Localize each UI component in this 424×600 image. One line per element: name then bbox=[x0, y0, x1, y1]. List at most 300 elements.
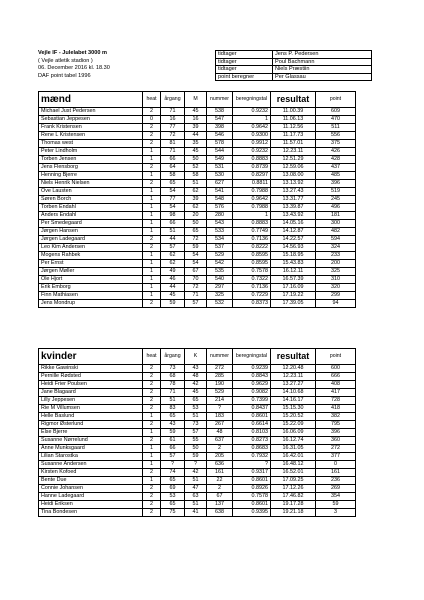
calc-factor: 0.9239 bbox=[233, 365, 271, 373]
heat: 1 bbox=[143, 156, 161, 164]
points: 200 bbox=[316, 260, 356, 268]
bib-number: 544 bbox=[207, 148, 233, 156]
points: 324 bbox=[316, 244, 356, 252]
born-year: 61 bbox=[161, 437, 185, 445]
official-name: Per Glassau bbox=[273, 73, 372, 81]
athlete-name: Pernille Rødsted bbox=[39, 373, 143, 381]
official-role: tidtager bbox=[216, 66, 273, 74]
athlete-name: Jørgen Ladegaard bbox=[39, 236, 143, 244]
table-row bbox=[39, 381, 356, 389]
table-row bbox=[39, 148, 356, 156]
table-row bbox=[39, 405, 356, 413]
bib-number: 398 bbox=[207, 124, 233, 132]
table-row bbox=[39, 292, 356, 300]
points: 3 bbox=[316, 509, 356, 517]
heat: 2 bbox=[143, 244, 161, 252]
calc-factor: 0.9232 bbox=[233, 148, 271, 156]
calc-factor: 0.9082 bbox=[233, 389, 271, 397]
calc-factor: 0.8103 bbox=[233, 429, 271, 437]
athlete-name: Ove Lausten bbox=[39, 188, 143, 196]
born-year: 71 bbox=[161, 148, 185, 156]
athlete-name: Lilian Starostka bbox=[39, 453, 143, 461]
athlete-name: Susanne Nørrelund bbox=[39, 437, 143, 445]
age: 57 bbox=[185, 429, 207, 437]
official-row bbox=[216, 66, 372, 74]
result-time: 17.39.05 bbox=[271, 300, 316, 308]
age: 71 bbox=[185, 292, 207, 300]
age: 51 bbox=[185, 477, 207, 485]
result-time: 12.51.29 bbox=[271, 156, 316, 164]
born-year: 46 bbox=[161, 276, 185, 284]
bib-number: 636 bbox=[207, 461, 233, 469]
bib-number: 325 bbox=[207, 292, 233, 300]
bib-number: 2 bbox=[207, 485, 233, 493]
result-time: 14.05.16 bbox=[271, 220, 316, 228]
event-date: 06. December 2016 kl. 18.30 bbox=[38, 65, 110, 72]
age: 47 bbox=[185, 485, 207, 493]
result-time: 14.22.57 bbox=[271, 236, 316, 244]
athlete-name: Niels Henrik Nielsen bbox=[39, 180, 143, 188]
points: 354 bbox=[316, 493, 356, 501]
points: 181 bbox=[316, 212, 356, 220]
points: 310 bbox=[316, 276, 356, 284]
athlete-name: Anne Munksgaard bbox=[39, 445, 143, 453]
heat: 1 bbox=[143, 292, 161, 300]
calc-factor: 0.7322 bbox=[233, 276, 271, 284]
athlete-name: Heidi Frier Poulsen bbox=[39, 381, 143, 389]
event-title: Vejle IF - Julelabet 3000 m bbox=[38, 50, 108, 56]
official-name: Niels Præstiin bbox=[273, 66, 372, 74]
born-year: 51 bbox=[161, 228, 185, 236]
points: 94 bbox=[316, 300, 356, 308]
age: 50 bbox=[185, 156, 207, 164]
heat: 2 bbox=[143, 405, 161, 413]
official-name: Jens P. Pedersen bbox=[273, 51, 372, 59]
born-year: 44 bbox=[161, 236, 185, 244]
calc-factor: 0.9642 bbox=[233, 196, 271, 204]
age: 20 bbox=[185, 212, 207, 220]
heat: 1 bbox=[143, 252, 161, 260]
col-points: point bbox=[316, 92, 356, 108]
bib-number: 530 bbox=[207, 172, 233, 180]
born-year: 43 bbox=[161, 421, 185, 429]
age: 39 bbox=[185, 124, 207, 132]
age: 65 bbox=[185, 228, 207, 236]
age: 45 bbox=[185, 108, 207, 116]
calc-factor: 0.8601 bbox=[233, 413, 271, 421]
official-role: tidtager bbox=[216, 58, 273, 66]
table-row bbox=[39, 108, 356, 116]
col-gender: M bbox=[185, 92, 207, 108]
age: 50 bbox=[185, 220, 207, 228]
born-year: 66 bbox=[161, 220, 185, 228]
result-time: 16.52.01 bbox=[271, 469, 316, 477]
born-year: 51 bbox=[161, 397, 185, 405]
points: 320 bbox=[316, 284, 356, 292]
table-row bbox=[39, 244, 356, 252]
bib-number: 543 bbox=[207, 220, 233, 228]
athlete-name: Jane Blagaard bbox=[39, 389, 143, 397]
bib-number: 540 bbox=[207, 276, 233, 284]
table-row bbox=[39, 300, 356, 308]
result-time: 16.06.09 bbox=[271, 429, 316, 437]
born-year: 75 bbox=[161, 509, 185, 517]
athlete-name: Jørgen Hansen bbox=[39, 228, 143, 236]
calc-factor: 0.9300 bbox=[233, 132, 271, 140]
points: 300 bbox=[316, 220, 356, 228]
born-year: 58 bbox=[161, 172, 185, 180]
table-row bbox=[39, 365, 356, 373]
born-year: 98 bbox=[161, 212, 185, 220]
points: 360 bbox=[316, 437, 356, 445]
born-year: 57 bbox=[161, 453, 185, 461]
result-time: 12.23.11 bbox=[271, 373, 316, 381]
table-row bbox=[39, 228, 356, 236]
official-role: tidtager bbox=[216, 51, 273, 59]
col-result: resultat bbox=[271, 349, 316, 365]
born-year: 53 bbox=[161, 493, 185, 501]
col-number: nummer bbox=[207, 92, 233, 108]
born-year: 83 bbox=[161, 405, 185, 413]
athlete-name: Hanne Ladegaard bbox=[39, 493, 143, 501]
result-time: 16.48.12 bbox=[271, 461, 316, 469]
col-born: årgang bbox=[161, 92, 185, 108]
heat: 1 bbox=[143, 260, 161, 268]
calc-factor: 0.7136 bbox=[233, 284, 271, 292]
points: 375 bbox=[316, 140, 356, 148]
result-time: 14.10.68 bbox=[271, 389, 316, 397]
athlete-name: Torben Endahl bbox=[39, 204, 143, 212]
points: 795 bbox=[316, 421, 356, 429]
result-time: 13.13.92 bbox=[271, 180, 316, 188]
result-time: 13.27.27 bbox=[271, 381, 316, 389]
result-time: 17.16.09 bbox=[271, 284, 316, 292]
athlete-name: Helle Baslund bbox=[39, 413, 143, 421]
age: 65 bbox=[185, 397, 207, 405]
points: 408 bbox=[316, 381, 356, 389]
result-time: 15.22.09 bbox=[271, 421, 316, 429]
calc-factor: 0.8273 bbox=[233, 437, 271, 445]
calc-factor: 0.9317 bbox=[233, 469, 271, 477]
result-time: 11.17.73 bbox=[271, 132, 316, 140]
calc-factor: 0.7229 bbox=[233, 292, 271, 300]
born-year: 65 bbox=[161, 501, 185, 509]
bib-number: 137 bbox=[207, 501, 233, 509]
official-row bbox=[216, 73, 372, 81]
calc-factor: 0.7749 bbox=[233, 228, 271, 236]
bib-number: 578 bbox=[207, 140, 233, 148]
heat: 2 bbox=[143, 493, 161, 501]
table-row bbox=[39, 485, 356, 493]
col-heat: heat bbox=[143, 92, 161, 108]
table-row bbox=[39, 437, 356, 445]
points: 233 bbox=[316, 252, 356, 260]
points: 428 bbox=[316, 156, 356, 164]
bib-number: 637 bbox=[207, 437, 233, 445]
born-year: ? bbox=[161, 461, 185, 469]
heat: 2 bbox=[143, 421, 161, 429]
age: 72 bbox=[185, 284, 207, 292]
athlete-name: Søren Borch bbox=[39, 196, 143, 204]
bib-number: 183 bbox=[207, 413, 233, 421]
athlete-name: Kirsten Kofoed bbox=[39, 469, 143, 477]
calc-factor: 0.9395 bbox=[233, 509, 271, 517]
calc-factor: 0.7399 bbox=[233, 397, 271, 405]
heat: 2 bbox=[143, 365, 161, 373]
calc-factor: ? bbox=[233, 461, 271, 469]
bib-number: 538 bbox=[207, 108, 233, 116]
result-time: 17.19.22 bbox=[271, 292, 316, 300]
bib-number: 214 bbox=[207, 397, 233, 405]
result-time: 11.00.39 bbox=[271, 108, 316, 116]
men-results-table bbox=[38, 91, 356, 308]
result-time: 16.57.39 bbox=[271, 276, 316, 284]
bib-number: 205 bbox=[207, 453, 233, 461]
heat: 1 bbox=[143, 453, 161, 461]
calc-factor: 0.7988 bbox=[233, 204, 271, 212]
result-time: 17.09.25 bbox=[271, 477, 316, 485]
bib-number: 638 bbox=[207, 509, 233, 517]
age: 53 bbox=[185, 405, 207, 413]
born-year: 59 bbox=[161, 300, 185, 308]
born-year: 57 bbox=[161, 244, 185, 252]
points: 511 bbox=[316, 124, 356, 132]
born-year: 49 bbox=[161, 268, 185, 276]
bib-number: 272 bbox=[207, 365, 233, 373]
points: 417 bbox=[316, 389, 356, 397]
heat: 2 bbox=[143, 236, 161, 244]
table-row bbox=[39, 172, 356, 180]
result-time: 14.12.87 bbox=[271, 228, 316, 236]
athlete-name: Jørgen Møller bbox=[39, 268, 143, 276]
section-title: mænd bbox=[39, 92, 143, 108]
table-header-row bbox=[39, 92, 356, 108]
calc-factor: 0.8222 bbox=[233, 244, 271, 252]
table-row bbox=[39, 140, 356, 148]
official-role: point beregner bbox=[216, 73, 273, 81]
athlete-name: Anders Endahl bbox=[39, 212, 143, 220]
bib-number: 190 bbox=[207, 381, 233, 389]
result-time: 17.12.26 bbox=[271, 485, 316, 493]
points: 377 bbox=[316, 453, 356, 461]
age: 35 bbox=[185, 140, 207, 148]
table-row bbox=[39, 461, 356, 469]
points: 245 bbox=[316, 196, 356, 204]
calc-factor: 0.9642 bbox=[233, 124, 271, 132]
heat: 2 bbox=[143, 509, 161, 517]
calc-factor: 0.7932 bbox=[233, 453, 271, 461]
heat: 1 bbox=[143, 276, 161, 284]
points: 382 bbox=[316, 413, 356, 421]
age: 45 bbox=[185, 148, 207, 156]
calc-factor: 0.8883 bbox=[233, 156, 271, 164]
calc-factor: 0.8683 bbox=[233, 445, 271, 453]
table-row bbox=[39, 116, 356, 124]
points: 485 bbox=[316, 172, 356, 180]
col-heat: heat bbox=[143, 349, 161, 365]
born-year: 62 bbox=[161, 252, 185, 260]
athlete-name: Per Smedegaard bbox=[39, 220, 143, 228]
points: 59 bbox=[316, 501, 356, 509]
bib-number: 267 bbox=[207, 421, 233, 429]
age: 54 bbox=[185, 260, 207, 268]
born-year: 59 bbox=[161, 429, 185, 437]
heat: 2 bbox=[143, 180, 161, 188]
bib-number: 532 bbox=[207, 300, 233, 308]
table-row bbox=[39, 236, 356, 244]
result-time: 16.42.01 bbox=[271, 453, 316, 461]
athlete-name: Sebastian Jeppesen bbox=[39, 116, 143, 124]
result-time: 16.12.74 bbox=[271, 437, 316, 445]
result-time: 14.16.17 bbox=[271, 397, 316, 405]
result-time: 13.08.00 bbox=[271, 172, 316, 180]
calc-factor: 0.8595 bbox=[233, 252, 271, 260]
table-row bbox=[39, 284, 356, 292]
calc-factor: 0.8297 bbox=[233, 172, 271, 180]
table-row bbox=[39, 132, 356, 140]
table-row bbox=[39, 373, 356, 381]
heat: 1 bbox=[143, 228, 161, 236]
born-year: 64 bbox=[161, 164, 185, 172]
points: 269 bbox=[316, 485, 356, 493]
result-time: 16.31.05 bbox=[271, 445, 316, 453]
bib-number: 535 bbox=[207, 268, 233, 276]
calc-factor: 0.9232 bbox=[233, 108, 271, 116]
points: 594 bbox=[316, 236, 356, 244]
bib-number: 546 bbox=[207, 132, 233, 140]
age: 48 bbox=[185, 373, 207, 381]
heat: 2 bbox=[143, 373, 161, 381]
result-time: 13.27.43 bbox=[271, 188, 316, 196]
age: 42 bbox=[185, 381, 207, 389]
calc-factor: 0.7578 bbox=[233, 268, 271, 276]
col-calc: beregningstal bbox=[233, 92, 271, 108]
athlete-name: Else Bjerre bbox=[39, 429, 143, 437]
result-time: 12.59.06 bbox=[271, 164, 316, 172]
age: 70 bbox=[185, 276, 207, 284]
bib-number: 2 bbox=[207, 445, 233, 453]
table-row bbox=[39, 268, 356, 276]
points: 396 bbox=[316, 180, 356, 188]
result-time: 15.15.30 bbox=[271, 405, 316, 413]
table-row bbox=[39, 220, 356, 228]
calc-factor: 0.7988 bbox=[233, 188, 271, 196]
col-gender: K bbox=[185, 349, 207, 365]
bib-number: 533 bbox=[207, 228, 233, 236]
born-year: 16 bbox=[161, 116, 185, 124]
points: 299 bbox=[316, 292, 356, 300]
points-table-note: DAF point tabel 1996 bbox=[38, 72, 91, 79]
result-time: 19.17.28 bbox=[271, 501, 316, 509]
col-result: resultat bbox=[271, 92, 316, 108]
heat: 1 bbox=[143, 188, 161, 196]
points: 482 bbox=[316, 228, 356, 236]
points: 426 bbox=[316, 148, 356, 156]
age: 44 bbox=[185, 132, 207, 140]
athlete-name: Leo Kim Andersen bbox=[39, 244, 143, 252]
athlete-name: Jens Flensborg bbox=[39, 164, 143, 172]
athlete-name: Heidi Eriksen bbox=[39, 501, 143, 509]
col-points: point bbox=[316, 349, 356, 365]
bib-number: 542 bbox=[207, 260, 233, 268]
result-time: 15.18.95 bbox=[271, 252, 316, 260]
age: 42 bbox=[185, 469, 207, 477]
heat: 2 bbox=[143, 140, 161, 148]
bib-number: 22 bbox=[207, 477, 233, 485]
table-row bbox=[39, 156, 356, 164]
born-year: 71 bbox=[161, 108, 185, 116]
bib-number: 297 bbox=[207, 284, 233, 292]
bib-number: 48 bbox=[207, 429, 233, 437]
born-year: 77 bbox=[161, 124, 185, 132]
age: 62 bbox=[185, 188, 207, 196]
born-year: 44 bbox=[161, 284, 185, 292]
born-year: 65 bbox=[161, 413, 185, 421]
athlete-name: Thomas west bbox=[39, 140, 143, 148]
age: 50 bbox=[185, 445, 207, 453]
heat: 2 bbox=[143, 381, 161, 389]
athlete-name: Rigmor Østerlund bbox=[39, 421, 143, 429]
heat: 2 bbox=[143, 397, 161, 405]
age: 57 bbox=[185, 300, 207, 308]
official-row bbox=[216, 58, 372, 66]
age: 62 bbox=[185, 204, 207, 212]
table-row bbox=[39, 429, 356, 437]
points: 666 bbox=[316, 373, 356, 381]
bib-number: 548 bbox=[207, 196, 233, 204]
born-year: 73 bbox=[161, 365, 185, 373]
heat: 0 bbox=[143, 116, 161, 124]
table-header-row bbox=[39, 349, 356, 365]
points: 396 bbox=[316, 429, 356, 437]
table-row bbox=[39, 493, 356, 501]
bib-number: ? bbox=[207, 405, 233, 413]
age: 58 bbox=[185, 172, 207, 180]
heat: 2 bbox=[143, 124, 161, 132]
heat: 1 bbox=[143, 461, 161, 469]
table-row bbox=[39, 124, 356, 132]
table-row bbox=[39, 413, 356, 421]
born-year: 54 bbox=[161, 204, 185, 212]
born-year: 71 bbox=[161, 389, 185, 397]
born-year: 54 bbox=[161, 188, 185, 196]
born-year: 45 bbox=[161, 292, 185, 300]
born-year: 66 bbox=[161, 445, 185, 453]
table-row bbox=[39, 196, 356, 204]
athlete-name: Connie Johansen bbox=[39, 485, 143, 493]
athlete-name: Torben Jensen bbox=[39, 156, 143, 164]
athlete-name: Ole Hjort bbox=[39, 276, 143, 284]
heat: 2 bbox=[143, 108, 161, 116]
table-row bbox=[39, 509, 356, 517]
born-year: 66 bbox=[161, 156, 185, 164]
section-title: kvinder bbox=[39, 349, 143, 365]
points: 470 bbox=[316, 116, 356, 124]
born-year: 78 bbox=[161, 381, 185, 389]
heat: 2 bbox=[143, 485, 161, 493]
heat: 2 bbox=[143, 132, 161, 140]
athlete-name: Michael Just Pedersen bbox=[39, 108, 143, 116]
calc-factor: 0.8373 bbox=[233, 300, 271, 308]
points: 236 bbox=[316, 477, 356, 485]
result-time: 11.06.13 bbox=[271, 116, 316, 124]
table-row bbox=[39, 469, 356, 477]
points: 556 bbox=[316, 132, 356, 140]
table-row bbox=[39, 204, 356, 212]
athlete-name: Rene L Kristensen bbox=[39, 132, 143, 140]
calc-factor: 0.8811 bbox=[233, 180, 271, 188]
heat: 1 bbox=[143, 196, 161, 204]
